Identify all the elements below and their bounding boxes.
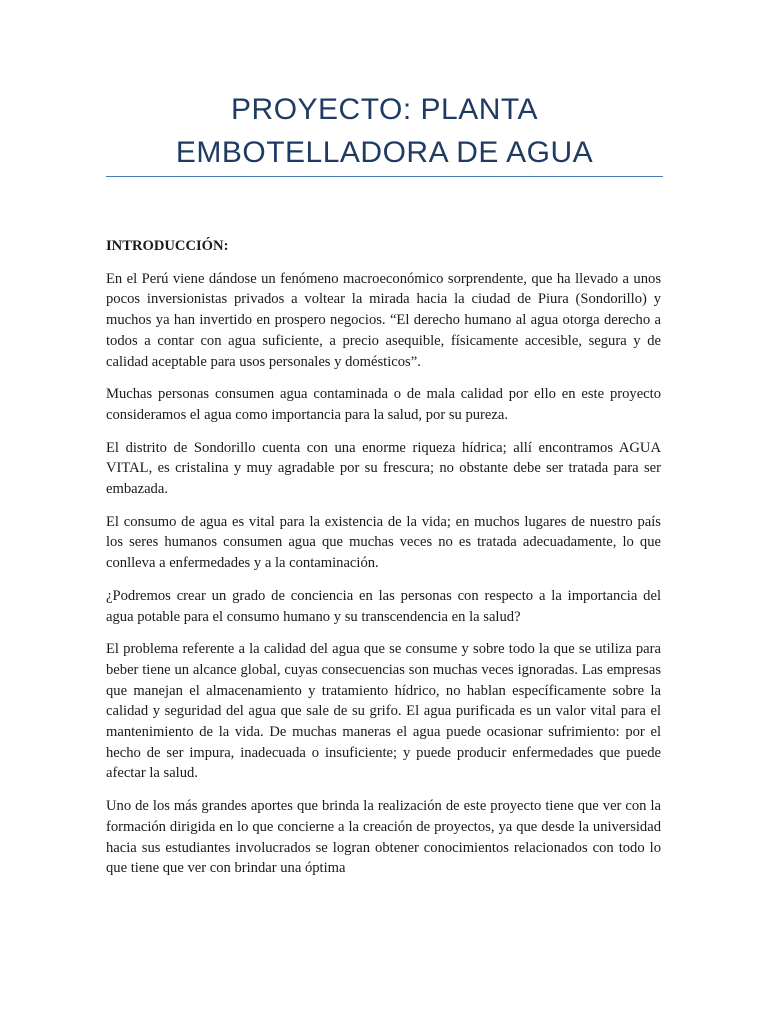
paragraph-1: En el Perú viene dándose un fenómeno macroeconómico sorprendente, que ha llevado a unos pocos inversionistas privados a voltear la mirada hacia la ciudad de Piura (Sondorillo) y muchos ya han invertido en prospero negocios. “El derecho humano al agua otorga derecho a todos a contar con agua suficiente, a precio asequible, físicamente accesible, segura y de calidad aceptable para usos personales y domésticos”. (106, 270, 661, 370)
paragraph-5: ¿Podremos crear un grado de conciencia en las personas con respecto a la importancia del agua potable para el consumo humano y su transcendencia en la salud? (106, 587, 661, 625)
paragraph-4: El consumo de agua es vital para la existencia de la vida; en muchos lugares de nuestro país los seres humanos consumen agua que muchas veces no es tratada adecuadamente, lo que conlleva a enfermedades y a la contaminación. (106, 513, 661, 572)
paragraph-3: El distrito de Sondorillo cuenta con una enorme riqueza hídrica; allí encontramos AGUA VITAL, es cristalina y muy agradable por su frescura; no obstante debe ser tratada para ser embazada. (106, 439, 661, 498)
section-heading: INTRODUCCIÓN: (106, 238, 229, 254)
paragraph-7: Uno de los más grandes aportes que brinda la realización de este proyecto tiene que ver con la formación dirigida en lo que concierne a la creación de proyectos, ya que desde la universidad hacia sus estudiantes involucrados se logran obtener conocimientos relacionados con todo lo que tiene que ver con brindar una óptima (106, 798, 661, 877)
paragraph-2: Muchas personas consumen agua contaminada o de mala calidad por ello en este proyecto consideramos el agua como importancia para la salud, por su pureza. (106, 386, 661, 423)
title-line-1: PROYECTO: PLANTA (231, 93, 538, 126)
document-body (106, 236, 661, 891)
paragraph-6: El problema referente a la calidad del agua que se consume y sobre todo la que se utiliza para beber tiene un alcance global, cuyas consecuencias son muchas veces ignoradas. Las empresas que manejan el almacenamiento y tratamiento hídrico, no hablan específicamente sobre la calidad y seguridad del agua que sale de su grifo. El agua purificada es un valor vital para el mantenimiento de la vida. De muchas maneras el agua puede ocasionar sufrimiento: por el hecho de ser impura, inadecuada o insuficiente; y puede producir enfermedades que puede afectar la salud. (106, 641, 661, 782)
document-title (106, 88, 663, 174)
title-divider (106, 176, 663, 177)
title-line-2: EMBOTELLADORA DE AGUA (175, 136, 594, 169)
